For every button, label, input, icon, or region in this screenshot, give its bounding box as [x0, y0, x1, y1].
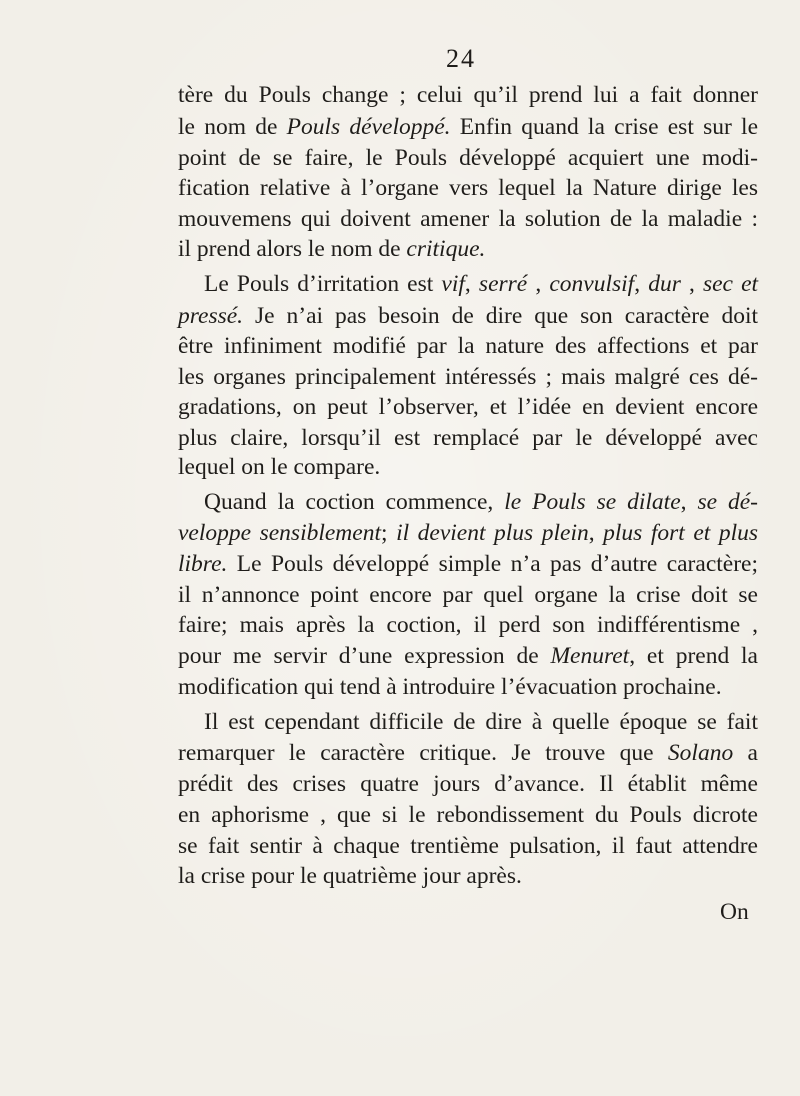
text-line — [178, 672, 758, 702]
text-segment: mouvemens qui doivent amener la solution de la maladie : — [178, 206, 758, 232]
text-line — [178, 738, 758, 768]
text-line — [178, 452, 758, 482]
text-segment: fication relative à l’organe vers lequel la Nature dirige les — [178, 175, 758, 201]
italic-text: dur — [648, 271, 681, 297]
text-segment: en aphorisme , que si le rebondissement du Pouls dicrote — [178, 802, 758, 828]
italic-text: serré — [478, 271, 528, 297]
italic-text: Menuret — [550, 643, 630, 669]
text-line — [178, 362, 758, 392]
text-segment: , — [527, 271, 550, 297]
italic-text: sec et — [702, 271, 759, 297]
text-segment: se fait sentir à chaque trentième pulsation, il faut attendre — [178, 833, 758, 859]
text-line — [178, 423, 758, 453]
text-segment: , et prend la — [629, 643, 758, 669]
italic-text: libre. — [178, 551, 228, 577]
text-line — [178, 831, 758, 861]
text-segment: il prend alors le nom de — [178, 236, 407, 262]
text-segment: pour me servir d’une expression de — [178, 643, 551, 669]
text-line — [178, 173, 758, 203]
text-segment: tère du Pouls change ; celui qu’il prend lui a fait donner — [178, 82, 758, 108]
text-segment: , — [634, 271, 649, 297]
text-segment: prédit des crises quatre jours d’avance. Il établit même — [178, 771, 758, 797]
text-line — [178, 580, 758, 610]
text-line — [204, 707, 758, 737]
text-line — [178, 112, 758, 142]
text-segment: Je n’ai pas besoin de dire que son caractère doit — [243, 303, 758, 329]
text-segment: point de se faire, le Pouls développé acquiert une modi- — [178, 145, 758, 171]
italic-text: convulsif — [549, 271, 635, 297]
text-segment: plus claire, lorsqu’il est remplacé par le développé avec — [178, 425, 758, 451]
catchword: On — [720, 899, 749, 925]
text-line — [178, 204, 758, 234]
text-segment: lequel on le compare. — [178, 454, 381, 480]
text-segment: faire; mais après la coction, il perd son indifférentisme , — [178, 612, 758, 638]
text-line — [178, 301, 758, 331]
text-segment: Le Pouls développé simple n’a pas d’autre caractère; — [227, 551, 758, 577]
text-segment: gradations, on peut l’observer, et l’idée en devient encore — [178, 394, 758, 420]
italic-text: critique. — [406, 236, 486, 262]
text-segment: Enfin quand la crise est sur le — [450, 114, 759, 140]
text-line — [204, 269, 758, 299]
text-segment: être infiniment modifié par la nature des affections et par — [178, 333, 758, 359]
text-segment: , — [680, 271, 703, 297]
italic-text: le Pouls se dilate — [504, 489, 681, 515]
text-segment: , — [680, 489, 698, 515]
text-line — [178, 610, 758, 640]
italic-text: pressé. — [178, 303, 244, 329]
text-segment: les organes principalement intéressés ; mais malgré ces dé- — [178, 364, 758, 390]
text-line — [178, 769, 758, 799]
italic-text: il devient plus plein — [396, 520, 589, 546]
text-line — [178, 861, 758, 891]
text-segment: remarquer le caractère critique. Je trouve que — [178, 740, 668, 766]
text-line — [178, 331, 758, 361]
text-line — [178, 518, 758, 548]
text-segment: , — [588, 520, 604, 546]
italic-text: se dé- — [697, 489, 758, 515]
text-segment: modification qui tend à introduire l’évacuation prochaine. — [178, 674, 722, 700]
text-line — [178, 800, 758, 830]
text-segment: il n’annonce point encore par quel organe la crise doit se — [178, 582, 758, 608]
text-segment: Il est cependant difficile de dire à quelle époque se fait — [204, 709, 758, 735]
text-segment: le nom de — [178, 114, 287, 140]
text-segment: la crise pour le quatrième jour après. — [178, 863, 522, 889]
italic-text: veloppe sensiblement — [178, 520, 381, 546]
text-segment: ; — [381, 520, 397, 546]
italic-text: plus fort et plus — [603, 520, 758, 546]
text-line — [178, 641, 758, 671]
page-number: 24 — [446, 44, 476, 73]
text-line — [178, 234, 758, 264]
text-line — [178, 392, 758, 422]
text-line — [178, 143, 758, 173]
italic-text: vif — [441, 271, 465, 297]
text-line — [178, 80, 758, 110]
text-line — [178, 549, 758, 579]
text-segment: a — [733, 740, 758, 766]
text-segment: Le Pouls d’irritation est — [204, 271, 442, 297]
text-segment: Quand la coction commence, — [204, 489, 505, 515]
text-segment: , — [464, 271, 479, 297]
italic-text: Pouls développé. — [286, 114, 451, 140]
text-line — [204, 487, 758, 517]
italic-text: Solano — [667, 740, 734, 766]
